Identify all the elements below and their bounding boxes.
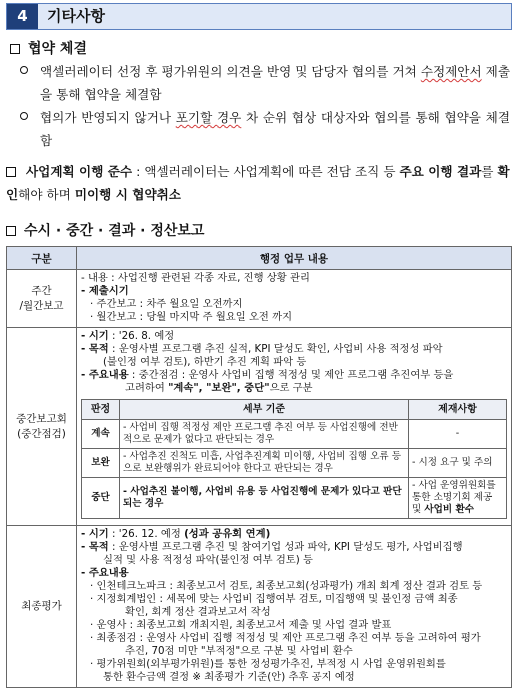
bullet-text: 협의가 반영되지 않거나 bbox=[40, 110, 176, 125]
bullet-text: 차 순위 협상 대상자와 협의를 통해 협약을 체결함 bbox=[40, 110, 510, 148]
table-row-weekly bbox=[7, 270, 512, 328]
square-bullet-icon bbox=[6, 226, 16, 236]
verdict-col-header: 판정 bbox=[82, 400, 120, 420]
verdict-row-stop bbox=[82, 478, 507, 519]
body-line: - 제출시기 bbox=[81, 285, 129, 297]
row-body-weekly bbox=[77, 270, 512, 328]
value-purpose-cont: (불인정 여부 검토), 하반기 추진 계획 파악 등 bbox=[103, 356, 307, 368]
report-table bbox=[6, 246, 512, 688]
agreement-heading-text: 협약 체결 bbox=[28, 41, 87, 57]
section-title: 기타사항 bbox=[47, 7, 105, 25]
content-item: · 운영사 : 최종보고회 개최지원, 최종보고서 제출 및 사업 결과 발표 bbox=[90, 619, 392, 631]
value-purpose: : 운영사별 프로그램 추진 실적, KPI 달성도 확인, 사업비 사용 적정성 파악 bbox=[108, 343, 443, 355]
sanction-text: - 사업 운영위원회를 통한 소명기회 제공 및 bbox=[412, 480, 496, 515]
circle-bullet-icon bbox=[20, 112, 28, 120]
verdict-cell: 계속 bbox=[82, 420, 120, 449]
bullet-text: 액셀러레이터 선정 후 평가위원의 의견을 반영 및 담당자 협의를 거쳐 bbox=[40, 64, 421, 79]
section-number: 4 bbox=[7, 4, 38, 29]
verdict-table bbox=[81, 399, 507, 519]
verdict-row-continue bbox=[82, 420, 507, 449]
sanction-cell: - bbox=[409, 420, 507, 449]
content-item: · 최종점검 : 운영사 사업비 집행 적정성 및 제안 프로그램 추진 여부 등을 고려하여 평가 bbox=[90, 632, 481, 644]
value-content-cont: 으로 구분 bbox=[269, 382, 313, 394]
row-category-weekly bbox=[7, 270, 77, 328]
col-header-content: 행정 업무 내용 bbox=[77, 247, 512, 270]
compliance-text: 를 bbox=[481, 164, 498, 179]
bullet-text: 제출을 통해 협약을 체결함 bbox=[40, 64, 510, 102]
square-bullet-icon bbox=[10, 44, 20, 54]
row-category-final bbox=[7, 526, 77, 688]
table-header-row bbox=[7, 247, 512, 270]
compliance-text: : 액셀러레이터는 사업계획에 따른 전담 조직 등 bbox=[132, 164, 400, 179]
square-bullet-icon bbox=[6, 167, 16, 177]
content-item: 통한 환수금액 결정 ※ 최종평가 기준(안) 추후 공지 예정 bbox=[103, 671, 355, 683]
value-content: : 중간점검 : 운영사 사업비 집행 적정성 및 제안 프로그램 추진여부 등을 bbox=[128, 369, 454, 381]
spellcheck-mark: 포기할 경우 bbox=[175, 110, 242, 125]
verdict-cell: 중단 bbox=[82, 478, 120, 519]
sanction-cell: - 시정 요구 및 주의 bbox=[409, 449, 507, 478]
value-time-bold: (성과 공유회 연계) bbox=[184, 528, 271, 540]
label-purpose: - 목적 bbox=[81, 541, 109, 553]
agreement-heading bbox=[10, 38, 87, 58]
sanction-col-header: 제재사항 bbox=[409, 400, 507, 420]
row-body-midterm bbox=[77, 328, 512, 526]
value-content-cont: 고려하여 bbox=[125, 382, 169, 394]
value-time: : '26. 8. 예정 bbox=[108, 330, 175, 342]
col-header-category: 구분 bbox=[7, 247, 77, 270]
criteria-cell: - 사업추진 진척도 미흡, 사업추진계획 미이행, 사업비 집행 오류 등으로 보완행위가 완료되어야 한다고 판단되는 경우 bbox=[120, 449, 409, 478]
compliance-text: 해야 하며 bbox=[18, 187, 75, 202]
compliance-bold: 주요 이행 결과 bbox=[399, 164, 482, 179]
report-heading-text: 수시 · 중간 · 결과 · 정산보고 bbox=[24, 223, 205, 239]
table-row-final bbox=[7, 526, 512, 688]
content-item: 추진, 70점 미만 "부적정"으로 구분 및 사업비 환수 bbox=[125, 645, 353, 657]
section-header bbox=[6, 3, 512, 30]
compliance-bold: 확인 bbox=[6, 164, 510, 202]
table-row-midterm bbox=[7, 328, 512, 526]
row-category-midterm bbox=[7, 328, 77, 526]
spellcheck-mark: 수정제안서 bbox=[420, 64, 482, 79]
label-purpose: - 목적 bbox=[81, 343, 109, 355]
label-time: - 시기 bbox=[81, 528, 109, 540]
criteria-col-header: 세부 기준 bbox=[120, 400, 409, 420]
category-text: 중간보고회 (중간점검) bbox=[16, 412, 67, 440]
criteria-cell: - 사업추진 불이행, 사업비 유용 등 사업진행에 문제가 있다고 판단되는 경우 bbox=[120, 478, 409, 519]
verdict-header-row bbox=[82, 400, 507, 420]
value-purpose-cont: 실적 및 사용 적정성 파악(불인정 여부 검토) 등 bbox=[103, 554, 313, 566]
body-line: · 주간보고 : 차주 월요일 오전까지 bbox=[90, 298, 243, 310]
compliance-paragraph bbox=[6, 160, 512, 206]
verdict-cell: 보완 bbox=[82, 449, 120, 478]
circle-bullet-icon bbox=[20, 66, 28, 74]
content-item: · 인천테크노파크 : 최종보고서 검토, 최종보고회(성과평가) 개최 회계 정산 결과 검토 등 bbox=[90, 580, 483, 592]
label-time: - 시기 bbox=[81, 330, 109, 342]
compliance-lead: 사업계획 이행 준수 bbox=[26, 164, 133, 179]
sanction-bold: 사업비 환수 bbox=[424, 504, 475, 515]
content-item: · 평가위원회(외부평가위원)를 통한 정성평가추진, 부적정 시 사업 운영위원회를 bbox=[90, 658, 446, 670]
value-time: : '26. 12. 예정 bbox=[108, 528, 185, 540]
compliance-bold: 미이행 시 협약취소 bbox=[74, 187, 181, 202]
report-heading bbox=[6, 220, 204, 240]
content-item: · 지정회계법인 : 세목에 맞는 사업비 집행여부 검토, 미집행액 및 불인정 금액 최종 bbox=[90, 593, 458, 605]
agreement-bullet-1 bbox=[20, 60, 510, 106]
body-line: · 월간보고 : 당월 마지막 주 월요일 오전 까지 bbox=[90, 311, 293, 323]
body-line: - 내용 : 사업진행 관련된 각종 자료, 진행 상황 관리 bbox=[81, 272, 310, 284]
category-text: 최종평가 bbox=[21, 600, 62, 612]
category-text: 주간 /월간보고 bbox=[19, 284, 64, 312]
label-content: - 주요내용 bbox=[81, 369, 129, 381]
label-content: - 주요내용 bbox=[81, 567, 129, 579]
content-item: 확인, 회계 정산 결과보고서 작성 bbox=[125, 606, 271, 618]
agreement-bullet-2 bbox=[20, 106, 510, 152]
sanction-cell bbox=[409, 478, 507, 519]
row-body-final bbox=[77, 526, 512, 688]
value-purpose: : 운영사별 프로그램 추진 및 참여기업 성과 파악, KPI 달성도 평가, 사업비집행 bbox=[108, 541, 463, 553]
verdict-row-supplement bbox=[82, 449, 507, 478]
value-content-keywords: "계속", "보완", 중단" bbox=[168, 382, 270, 394]
criteria-cell: - 사업비 집행 적정성 제안 프로그램 추진 여부 등 사업진행에 전반적으로 문제가 없다고 판단되는 경우 bbox=[120, 420, 409, 449]
